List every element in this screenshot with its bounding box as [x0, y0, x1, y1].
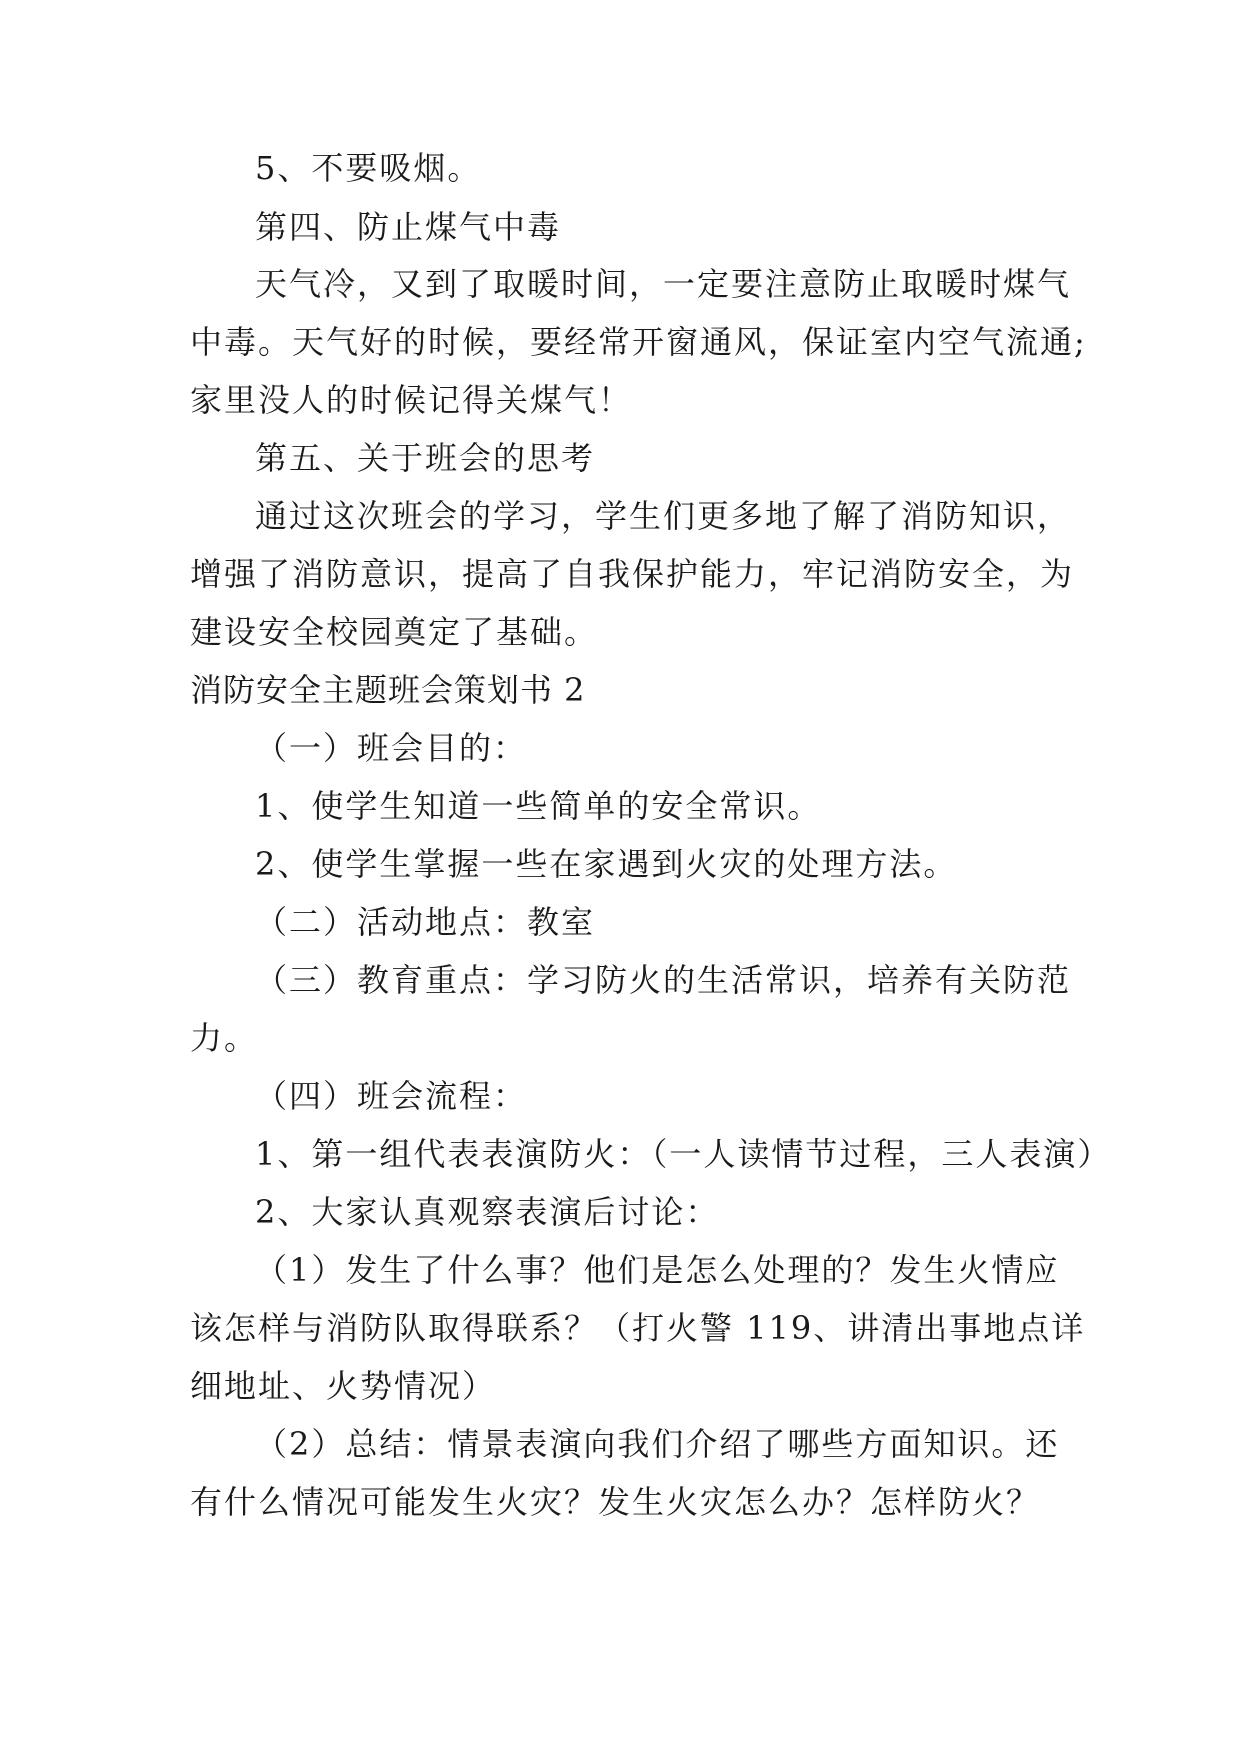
section-heading: （二）活动地点：教室	[255, 903, 596, 941]
text-line: （1）发生了什么事？他们是怎么处理的？发生火情应	[255, 1251, 1060, 1289]
text-line: 通过这次班会的学习，学生们更多地了解了消防知识，	[255, 497, 1072, 535]
text-line: 增强了消防意识，提高了自我保护能力，牢记消防安全，为	[190, 555, 1075, 593]
text-line: 2、使学生掌握一些在家遇到火灾的处理方法。	[255, 845, 958, 883]
text-line: 天气冷，又到了取暖时间，一定要注意防止取暖时煤气	[255, 265, 1072, 303]
section-heading: 第四、防止煤气中毒	[255, 208, 562, 246]
section-heading: （三）教育重点：学习防火的生活常识，培养有关防范	[255, 961, 1072, 999]
text-line: 中毒。天气好的时候，要经常开窗通风，保证室内空气流通;	[190, 323, 1087, 361]
text-line: 建设安全校园奠定了基础。	[190, 613, 599, 651]
text-line: 1、第一组代表表演防火：（一人读情节过程，三人表演）	[255, 1135, 1112, 1173]
section-heading: （四）班会流程：	[255, 1077, 528, 1115]
section-heading: 第五、关于班会的思考	[255, 439, 596, 477]
text-line: 力。	[190, 1019, 259, 1057]
text-line: 有什么情况可能发生火灾？发生火灾怎么办？怎样防火？	[190, 1483, 1041, 1521]
section-heading: （一）班会目的：	[255, 729, 528, 767]
text-line: 细地址、火势情况）	[190, 1367, 497, 1405]
document-title: 消防安全主题班会策划书 2	[190, 671, 586, 709]
text-line: 1、使学生知道一些简单的安全常识。	[255, 787, 822, 825]
text-line: 家里没人的时候记得关煤气！	[190, 381, 633, 419]
text-line: 2、大家认真观察表演后讨论：	[255, 1193, 720, 1231]
text-line: 5、不要吸烟。	[255, 149, 482, 187]
text-line: 该怎样与消防队取得联系？（打火警 119、讲清出事地点详	[190, 1309, 1086, 1347]
text-line: （2）总结：情景表演向我们介绍了哪些方面知识。还	[255, 1425, 1060, 1463]
